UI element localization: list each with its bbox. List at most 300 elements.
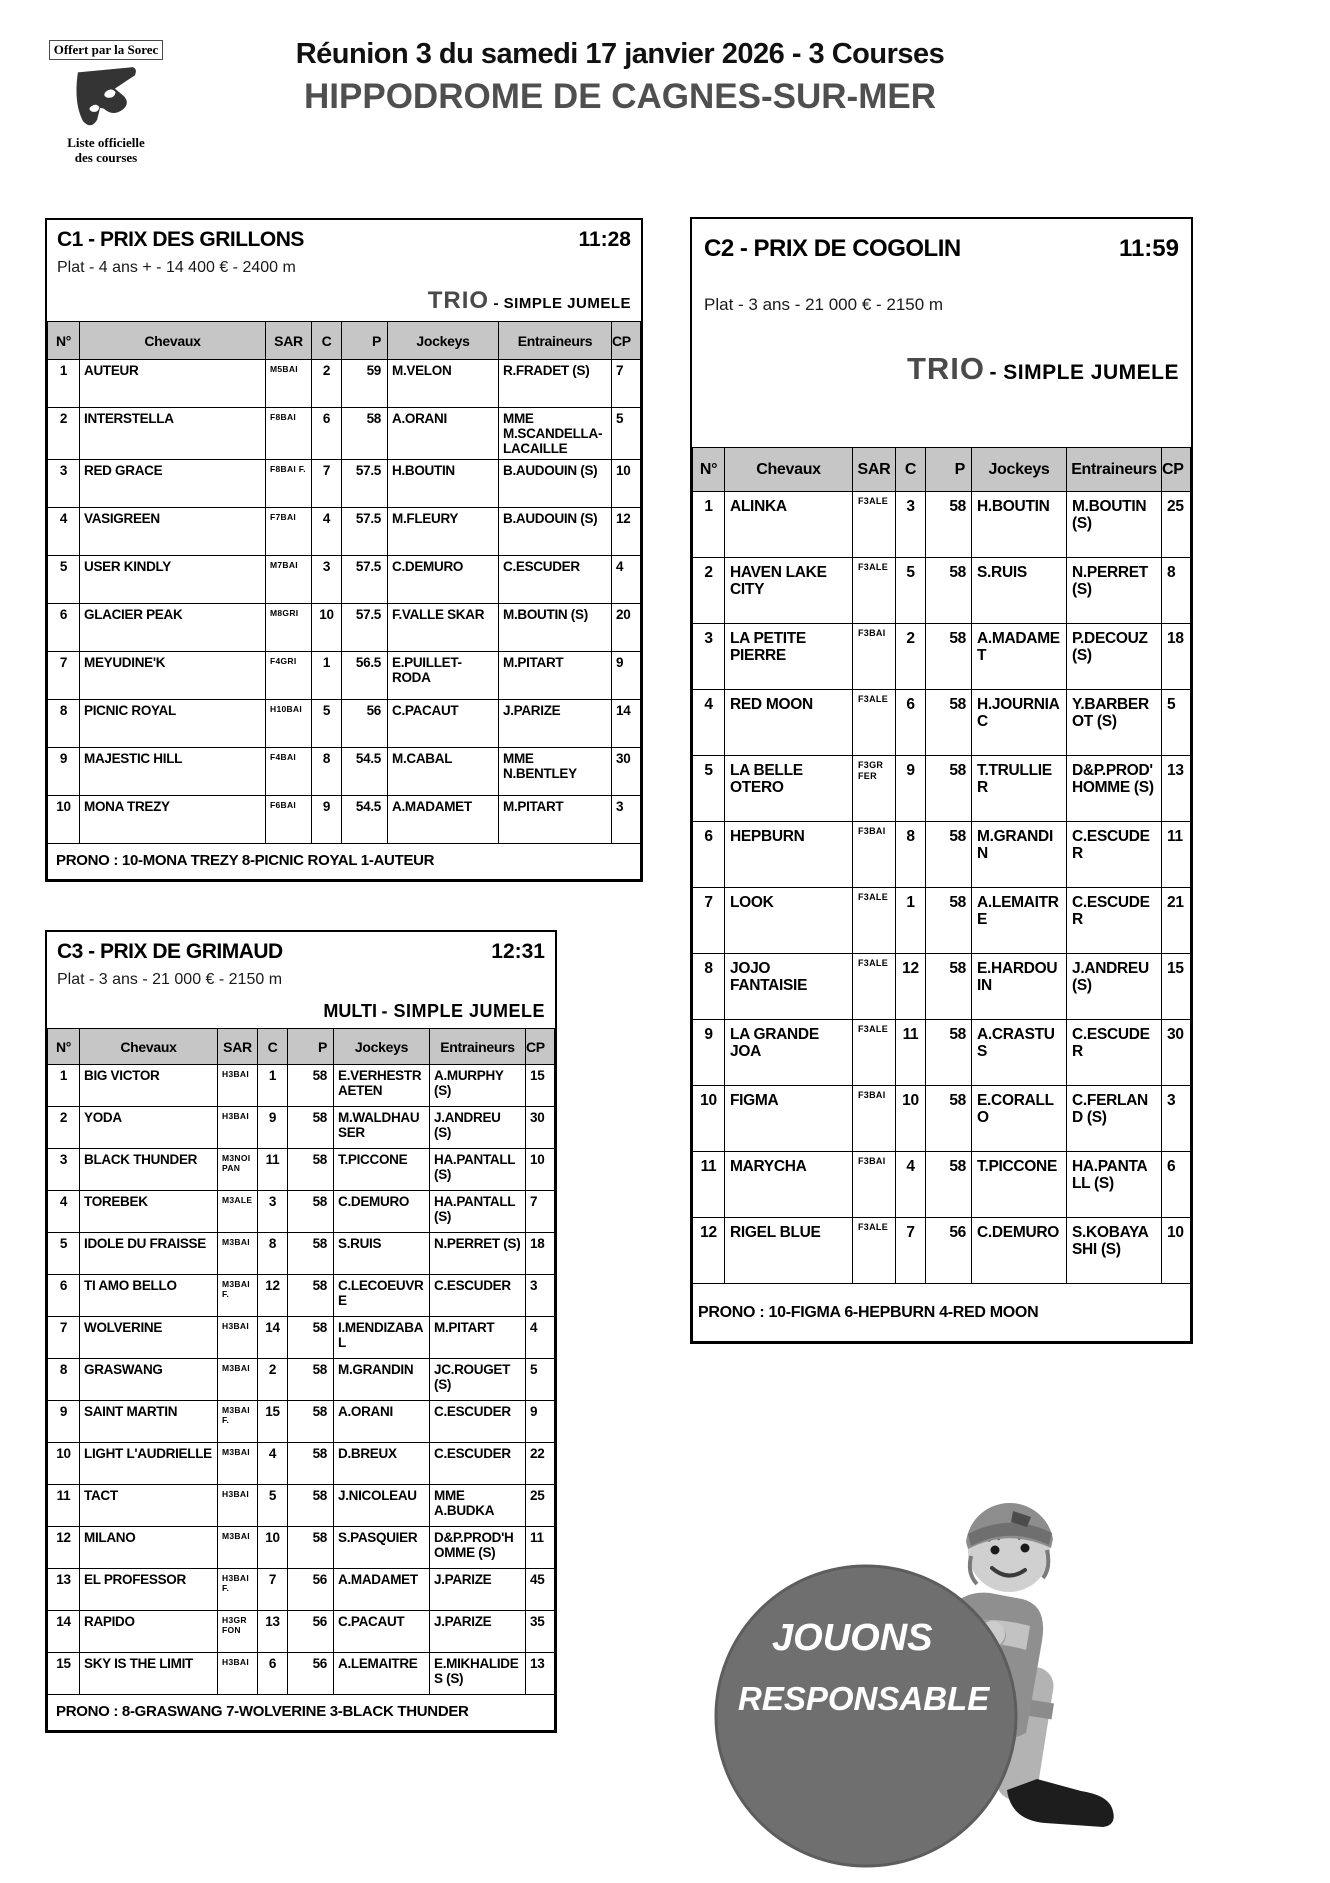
weight-cell: 58 [926,558,972,624]
jockey-cell: E.VERHESTRAETEN [334,1065,430,1107]
sar-cell: F6BAI [266,796,312,844]
jockey-cell: H.BOUTIN [972,492,1067,558]
row-number-cell: 1 [48,360,80,408]
logo-caption-line2: des courses [74,149,138,165]
row-number-cell: 7 [48,1317,80,1359]
trainer-cell: C.ESCUDER [1067,822,1162,888]
horse-name-cell: BIG VICTOR [80,1065,218,1107]
race-time: 12:31 [491,940,545,963]
col-header-p: P [288,1029,334,1065]
sar-cell: M3BAI [218,1527,258,1569]
sorec-logo [42,40,170,166]
table-row [48,1485,555,1527]
prono-row [48,1695,555,1731]
horse-name-cell: GRASWANG [80,1359,218,1401]
jockey-cell: C.DEMURO [334,1191,430,1233]
cp-cell: 6 [1162,1152,1191,1218]
responsible-gaming-mascot [676,1438,1126,1870]
sar-cell: F3GR FER [853,756,896,822]
trainer-cell: MME A.BUDKA [430,1485,526,1527]
col-header-trainers: Entraineurs [430,1029,526,1065]
trainer-cell: B.AUDOUIN (S) [499,460,612,508]
cp-cell: 20 [612,604,641,652]
row-number-cell: 10 [693,1086,725,1152]
bet-types [704,351,1179,387]
col-header-c: C [896,448,926,492]
weight-cell: 58 [926,492,972,558]
jockey-cell: C.LECOEUVRE [334,1275,430,1317]
trainer-cell: D&P.PROD'HOMME (S) [430,1527,526,1569]
col-header-cp: CP [1162,448,1191,492]
horse-name-cell: SKY IS THE LIMIT [80,1653,218,1695]
sar-cell: M3BAI F. [218,1275,258,1317]
table-row [693,1020,1191,1086]
runners-table-c2 [692,447,1191,1342]
jockey-cell: C.DEMURO [972,1218,1067,1284]
corde-cell: 14 [258,1317,288,1359]
logo-caption-line1: Liste officielle [67,135,145,150]
weight-cell: 58 [926,888,972,954]
jockey-cell: T.TRULLIER [972,756,1067,822]
cp-cell: 18 [526,1233,555,1275]
cp-cell: 10 [526,1149,555,1191]
table-row [48,1149,555,1191]
trainer-cell: C.ESCUDER [430,1275,526,1317]
cp-cell: 7 [612,360,641,408]
logo-top-label: Offert par la Sorec [49,40,164,60]
horse-name-cell: HEPBURN [725,822,853,888]
table-row [48,1359,555,1401]
horse-name-cell: FIGMA [725,1086,853,1152]
table-row [48,460,641,508]
corde-cell: 7 [258,1569,288,1611]
table-row [48,360,641,408]
cp-cell: 4 [526,1317,555,1359]
horse-name-cell: LA PETITE PIERRE [725,624,853,690]
sar-cell: F4BAI [266,748,312,796]
table-row [48,796,641,844]
cp-cell: 3 [526,1275,555,1317]
table-row [48,1275,555,1317]
jockey-cell: F.VALLE SKAR [388,604,499,652]
jockey-mascot-icon [676,1438,1126,1870]
prono-text: PRONO : 10-MONA TREZY 8-PICNIC ROYAL 1-AUTEUR [48,844,641,880]
race-card-c1 [45,218,643,882]
corde-cell: 2 [312,360,342,408]
mascot-slogan-line1: JOUONS [772,1617,933,1659]
weight-cell: 58 [926,690,972,756]
col-header-jockeys: Jockeys [972,448,1067,492]
trainer-cell: B.AUDOUIN (S) [499,508,612,556]
table-row [693,822,1191,888]
weight-cell: 54.5 [342,796,388,844]
prono-row [48,844,641,880]
trainer-cell: C.ESCUDER [430,1443,526,1485]
sar-cell: F4GRI [266,652,312,700]
jockey-cell: E.CORALLO [972,1086,1067,1152]
jockey-cell: A.MADAMET [334,1569,430,1611]
cp-cell: 30 [526,1107,555,1149]
bet-type-secondary: - SIMPLE JUMELE [989,361,1179,384]
row-number-cell: 14 [48,1611,80,1653]
meeting-title: Réunion 3 du samedi 17 janvier 2026 - 3 Courses [295,38,945,70]
trainer-cell: N.PERRET (S) [430,1233,526,1275]
corde-cell: 10 [312,604,342,652]
weight-cell: 58 [288,1527,334,1569]
row-number-cell: 2 [48,1107,80,1149]
row-number-cell: 8 [48,1359,80,1401]
horse-name-cell: SAINT MARTIN [80,1401,218,1443]
weight-cell: 57.5 [342,556,388,604]
jockey-cell: C.DEMURO [388,556,499,604]
weight-cell: 58 [926,822,972,888]
trainer-cell: M.PITART [499,652,612,700]
table-row [693,558,1191,624]
corde-cell: 3 [896,492,926,558]
weight-cell: 57.5 [342,604,388,652]
corde-cell: 5 [258,1485,288,1527]
sar-cell: H3BAI [218,1653,258,1695]
prono-text: PRONO : 10-FIGMA 6-HEPBURN 4-RED MOON [693,1284,1191,1342]
row-number-cell: 4 [693,690,725,756]
weight-cell: 56 [288,1653,334,1695]
col-header-cp: CP [612,322,641,360]
sar-cell: F7BAI [266,508,312,556]
col-header-p: P [342,322,388,360]
page-header [190,38,1050,117]
jockey-cell: H.JOURNIAC [972,690,1067,756]
weight-cell: 58 [926,1152,972,1218]
table-row [48,1611,555,1653]
race-conditions: Plat - 4 ans + - 14 400 € - 2400 m [57,259,296,276]
horse-name-cell: BLACK THUNDER [80,1149,218,1191]
jockey-cell: A.CRASTUS [972,1020,1067,1086]
row-number-cell: 5 [48,1233,80,1275]
sar-cell: M8GRI [266,604,312,652]
runners-table-c1 [47,321,641,880]
table-row [48,1107,555,1149]
jockey-cell: S.RUIS [334,1233,430,1275]
cp-cell: 10 [612,460,641,508]
horse-name-cell: LA GRANDE JOA [725,1020,853,1086]
col-header-sar: SAR [266,322,312,360]
col-header-p: P [926,448,972,492]
table-row [48,508,641,556]
corde-cell: 4 [258,1443,288,1485]
hippodrome-title: HIPPODROME DE CAGNES-SUR-MER [304,77,936,116]
weight-cell: 56.5 [342,652,388,700]
cp-cell: 30 [1162,1020,1191,1086]
trainer-cell: N.PERRET (S) [1067,558,1162,624]
jockey-cell: A.MADAMET [972,624,1067,690]
row-number-cell: 8 [48,700,80,748]
horse-name-cell: JOJO FANTAISIE [725,954,853,1020]
race-title: C1 - PRIX DES GRILLONS [57,228,304,251]
trainer-cell: J.ANDREU (S) [430,1107,526,1149]
corde-cell: 1 [896,888,926,954]
trainer-cell: J.PARIZE [499,700,612,748]
jockey-cell: M.VELON [388,360,499,408]
race-card-c3 [45,930,557,1733]
jockey-cell: A.ORANI [388,408,499,460]
jockey-cell: A.MADAMET [388,796,499,844]
row-number-cell: 7 [693,888,725,954]
header-row [48,1029,555,1065]
horse-name-cell: RIGEL BLUE [725,1218,853,1284]
weight-cell: 56 [342,700,388,748]
cp-cell: 3 [612,796,641,844]
trainer-cell: J.PARIZE [430,1611,526,1653]
sar-cell: M3BAI [218,1443,258,1485]
jockey-cell: T.PICCONE [334,1149,430,1191]
weight-cell: 58 [288,1359,334,1401]
weight-cell: 58 [926,1020,972,1086]
bet-type-secondary: - SIMPLE JUMELE [381,1001,545,1021]
cp-cell: 11 [526,1527,555,1569]
weight-cell: 58 [288,1191,334,1233]
col-header-trainers: Entraineurs [499,322,612,360]
weight-cell: 58 [342,408,388,460]
horse-name-cell: LIGHT L'AUDRIELLE [80,1443,218,1485]
cp-cell: 3 [1162,1086,1191,1152]
jockey-cell: S.PASQUIER [334,1527,430,1569]
jockey-cell: M.CABAL [388,748,499,796]
horse-name-cell: RED MOON [725,690,853,756]
weight-cell: 58 [288,1149,334,1191]
trainer-cell: A.MURPHY (S) [430,1065,526,1107]
row-number-cell: 8 [693,954,725,1020]
cp-cell: 5 [526,1359,555,1401]
race-time: 11:28 [578,228,631,251]
corde-cell: 5 [312,700,342,748]
table-row [48,1191,555,1233]
horse-name-cell: PICNIC ROYAL [80,700,266,748]
weight-cell: 58 [288,1317,334,1359]
row-number-cell: 9 [693,1020,725,1086]
cp-cell: 13 [526,1653,555,1695]
cp-cell: 13 [1162,756,1191,822]
col-header-jockeys: Jockeys [334,1029,430,1065]
sar-cell: F3ALE [853,690,896,756]
corde-cell: 15 [258,1401,288,1443]
cp-cell: 18 [1162,624,1191,690]
table-row [48,1569,555,1611]
weight-cell: 58 [288,1443,334,1485]
weight-cell: 57.5 [342,460,388,508]
table-row [48,1065,555,1107]
trainer-cell: M.PITART [499,796,612,844]
weight-cell: 56 [288,1611,334,1653]
trainer-cell: J.ANDREU (S) [1067,954,1162,1020]
horse-name-cell: GLACIER PEAK [80,604,266,652]
sar-cell: F3ALE [853,558,896,624]
corde-cell: 10 [258,1527,288,1569]
trainer-cell: M.PITART [430,1317,526,1359]
cp-cell: 45 [526,1569,555,1611]
jockey-cell: M.GRANDIN [334,1359,430,1401]
jockey-cell: T.PICCONE [972,1152,1067,1218]
corde-cell: 2 [896,624,926,690]
table-row [48,408,641,460]
cp-cell: 30 [612,748,641,796]
row-number-cell: 7 [48,652,80,700]
horse-name-cell: YODA [80,1107,218,1149]
row-number-cell: 4 [48,1191,80,1233]
corde-cell: 8 [896,822,926,888]
sar-cell: F3BAI [853,624,896,690]
row-number-cell: 1 [693,492,725,558]
trainer-cell: S.KOBAYASHI (S) [1067,1218,1162,1284]
weight-cell: 58 [288,1233,334,1275]
corde-cell: 12 [258,1275,288,1317]
prono-text: PRONO : 8-GRASWANG 7-WOLVERINE 3-BLACK THUNDER [48,1695,555,1731]
corde-cell: 7 [896,1218,926,1284]
horse-name-cell: HAVEN LAKE CITY [725,558,853,624]
sar-cell: F3ALE [853,954,896,1020]
trainer-cell: C.ESCUDER [1067,1020,1162,1086]
horse-name-cell: IDOLE DU FRAISSE [80,1233,218,1275]
bet-type-main: TRIO [427,287,490,314]
sar-cell: H3BAI F. [218,1569,258,1611]
row-number-cell: 4 [48,508,80,556]
trainer-cell: HA.PANTALL (S) [430,1149,526,1191]
weight-cell: 56 [288,1569,334,1611]
cp-cell: 14 [612,700,641,748]
trainer-cell: M.BOUTIN (S) [1067,492,1162,558]
jockey-cell: H.BOUTIN [388,460,499,508]
table-row [693,1152,1191,1218]
row-number-cell: 11 [48,1485,80,1527]
horse-name-cell: LOOK [725,888,853,954]
cp-cell: 15 [526,1065,555,1107]
col-header-c: C [312,322,342,360]
jockey-cell: C.PACAUT [388,700,499,748]
horse-name-cell: INTERSTELLA [80,408,266,460]
sar-cell: M5BAI [266,360,312,408]
table-row [693,624,1191,690]
table-row [693,888,1191,954]
corde-cell: 11 [896,1020,926,1086]
cp-cell: 5 [1162,690,1191,756]
trainer-cell: C.ESCUDER [499,556,612,604]
cp-cell: 15 [1162,954,1191,1020]
cp-cell: 7 [526,1191,555,1233]
corde-cell: 8 [258,1233,288,1275]
jockey-cell: M.FLEURY [388,508,499,556]
sar-cell: H3BAI [218,1485,258,1527]
weight-cell: 57.5 [342,508,388,556]
sar-cell: M3BAI [218,1233,258,1275]
corde-cell: 1 [258,1065,288,1107]
sar-cell: F3BAI [853,822,896,888]
sar-cell: H3BAI [218,1317,258,1359]
sar-cell: M7BAI [266,556,312,604]
weight-cell: 58 [926,1086,972,1152]
row-number-cell: 12 [48,1527,80,1569]
row-number-cell: 13 [48,1569,80,1611]
sar-cell: H3BAI [218,1065,258,1107]
sar-cell: F3ALE [853,1020,896,1086]
cp-cell: 21 [1162,888,1191,954]
row-number-cell: 12 [693,1218,725,1284]
col-header-jockeys: Jockeys [388,322,499,360]
jockey-cell: M.WALDHAUSER [334,1107,430,1149]
horse-name-cell: MARYCHA [725,1152,853,1218]
horse-name-cell: ALINKA [725,492,853,558]
jockey-cell: J.NICOLEAU [334,1485,430,1527]
weight-cell: 58 [926,954,972,1020]
horse-head-icon [67,62,145,136]
horse-name-cell: MONA TREZY [80,796,266,844]
jockey-cell: A.ORANI [334,1401,430,1443]
corde-cell: 4 [312,508,342,556]
table-row [48,556,641,604]
horse-name-cell: RED GRACE [80,460,266,508]
trainer-cell: E.MIKHALIDES (S) [430,1653,526,1695]
weight-cell: 59 [342,360,388,408]
table-row [48,748,641,796]
col-header-horses: Chevaux [725,448,853,492]
corde-cell: 9 [312,796,342,844]
jockey-cell: E.HARDOUIN [972,954,1067,1020]
cp-cell: 25 [526,1485,555,1527]
corde-cell: 6 [896,690,926,756]
cp-cell: 11 [1162,822,1191,888]
sar-cell: M3ALE [218,1191,258,1233]
corde-cell: 7 [312,460,342,508]
weight-cell: 56 [926,1218,972,1284]
trainer-cell: MME N.BENTLEY [499,748,612,796]
sar-cell: H10BAI [266,700,312,748]
cp-cell: 10 [1162,1218,1191,1284]
trainer-cell: C.FERLAND (S) [1067,1086,1162,1152]
horse-name-cell: TOREBEK [80,1191,218,1233]
col-header-sar: SAR [218,1029,258,1065]
sar-cell: M3BAI F. [218,1401,258,1443]
race-conditions: Plat - 3 ans - 21 000 € - 2150 m [704,295,944,314]
trainer-cell: Y.BARBEROT (S) [1067,690,1162,756]
sar-cell: H3GR FON [218,1611,258,1653]
row-number-cell: 10 [48,1443,80,1485]
jockey-cell: A.LEMAITRE [334,1653,430,1695]
row-number-cell: 6 [48,1275,80,1317]
col-header-number: N° [48,1029,80,1065]
table-row [48,1233,555,1275]
cp-cell: 8 [1162,558,1191,624]
horse-name-cell: LA BELLE OTERO [725,756,853,822]
sar-cell: F8BAI [266,408,312,460]
table-row [48,700,641,748]
row-number-cell: 15 [48,1653,80,1695]
trainer-cell: JC.ROUGET (S) [430,1359,526,1401]
trainer-cell: HA.PANTALL (S) [1067,1152,1162,1218]
prono-row [693,1284,1191,1342]
mascot-slogan-line2: RESPONSABLE [738,1680,990,1717]
cp-cell: 9 [526,1401,555,1443]
corde-cell: 9 [258,1107,288,1149]
table-row [48,1527,555,1569]
horse-name-cell: AUTEUR [80,360,266,408]
bet-type-main: TRIO [906,351,986,386]
horse-name-cell: EL PROFESSOR [80,1569,218,1611]
row-number-cell: 3 [48,1149,80,1191]
table-row [48,1443,555,1485]
jockey-cell: M.GRANDIN [972,822,1067,888]
corde-cell: 8 [312,748,342,796]
sar-cell: M3BAI [218,1359,258,1401]
row-number-cell: 5 [48,556,80,604]
sar-cell: M3NOIPAN [218,1149,258,1191]
